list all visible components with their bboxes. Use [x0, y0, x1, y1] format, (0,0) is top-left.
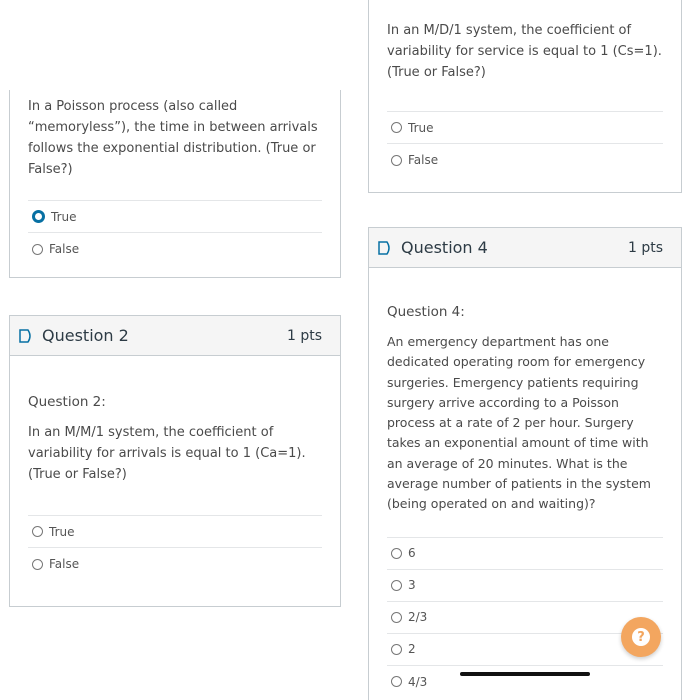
- radio-selected-icon[interactable]: [32, 210, 45, 223]
- question-4-title: Question 4: [401, 238, 488, 257]
- question-2-card: [9, 315, 341, 607]
- question-1-answers: [28, 200, 322, 265]
- answer-label: False: [49, 242, 80, 256]
- answer-label: True: [51, 209, 77, 224]
- radio-icon[interactable]: [391, 122, 402, 133]
- answer-option[interactable]: [387, 570, 663, 602]
- question-2-points: 1 pts: [286, 327, 322, 344]
- answer-option[interactable]: [387, 144, 663, 176]
- radio-icon[interactable]: [32, 559, 43, 570]
- bookmark-flag-icon[interactable]: [18, 328, 34, 344]
- question-3-answers: [387, 111, 663, 176]
- answer-option[interactable]: [28, 201, 322, 233]
- question-2-title: Question 2: [42, 326, 129, 345]
- radio-icon[interactable]: [32, 526, 43, 537]
- question-1-card: [9, 90, 341, 278]
- answer-label: 6: [408, 546, 416, 561]
- answer-option[interactable]: [28, 233, 322, 265]
- question-2-text: In an M/M/1 system, the coefficient of variability for arrivals is equal to 1 (Ca=1). (True or False?): [28, 425, 306, 482]
- question-2-header: [10, 316, 340, 356]
- question-1-text: In a Poisson process (also called “memoryless”), the time in between arrivals follows the exponential distribution. (True or False?): [28, 99, 318, 177]
- radio-icon[interactable]: [391, 580, 402, 591]
- answer-option[interactable]: [387, 666, 663, 698]
- bookmark-flag-icon[interactable]: [377, 240, 393, 256]
- home-indicator: [460, 672, 590, 676]
- radio-icon[interactable]: [391, 644, 402, 655]
- answer-option[interactable]: [387, 112, 663, 144]
- radio-icon[interactable]: [391, 676, 402, 687]
- answer-label: False: [408, 153, 439, 167]
- question-4-text: An emergency department has one dedicated operating room for emergency surgeries. Emergency patients requiring surgery arrive according to a Poisson process at a rate of 2 per hour. Surgery takes an exponential amount of time with an average of 20 minutes. What is the average number of patients in the system (being operated on and waiting)?: [387, 334, 651, 512]
- radio-icon[interactable]: [32, 244, 43, 255]
- question-4-points: 1 pts: [627, 239, 663, 256]
- answer-option[interactable]: [28, 516, 322, 548]
- answer-option[interactable]: [387, 538, 663, 570]
- question-4-label: Question 4:: [387, 304, 465, 320]
- answer-label: True: [49, 524, 75, 539]
- answer-label: 2: [408, 642, 416, 657]
- question-3-text: In an M/D/1 system, the coefficient of variability for service is equal to 1 (Cs=1). (True or False?): [387, 23, 662, 80]
- question-3-card: [368, 0, 682, 193]
- answer-label: False: [49, 557, 80, 571]
- answer-option[interactable]: [28, 548, 322, 580]
- help-button[interactable]: [621, 617, 661, 657]
- question-4-header: [369, 228, 681, 268]
- answer-label: 3: [408, 578, 416, 593]
- answer-label: 2/3: [408, 610, 428, 625]
- radio-icon[interactable]: [391, 612, 402, 623]
- radio-icon[interactable]: [391, 548, 402, 559]
- question-2-label: Question 2:: [28, 394, 106, 410]
- radio-icon[interactable]: [391, 155, 402, 166]
- question-2-answers: [28, 515, 322, 580]
- answer-label: 4/3: [408, 674, 428, 689]
- answer-label: True: [408, 120, 434, 135]
- question-mark-icon: ?: [632, 628, 650, 646]
